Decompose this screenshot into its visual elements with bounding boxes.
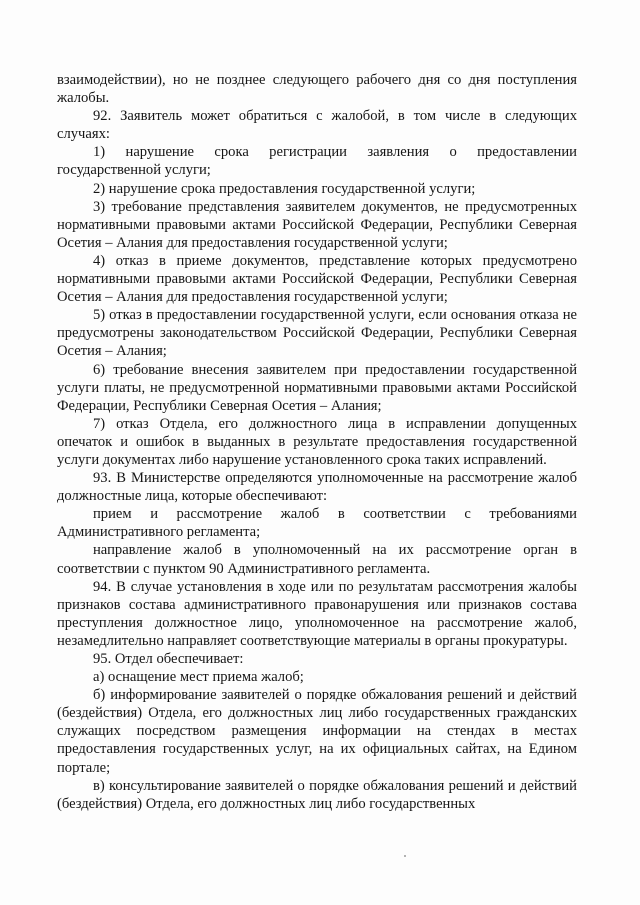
paragraph: 94. В случае установления в ходе или по результатам рассмотрения жалобы признаков состава административного правонарушения или признаков состава преступления должностное лицо, уполномоченное на рассмотрение жалоб, незамедлительно направляет соответствующие материалы в органы прокуратуры.: [57, 578, 577, 649]
list-item: 1) нарушение срока регистрации заявления о предоставлении государственной услуги;: [57, 144, 577, 179]
paragraph: взаимодействии), но не позднее следующего рабочего дня со дня поступления жалобы.: [57, 72, 577, 107]
list-item: 2) нарушение срока предоставления государственной услуги;: [93, 180, 476, 197]
list-item: направление жалоб в уполномоченный на их рассмотрение орган в соответствии с пунктом 90 Административного регламента.: [57, 542, 577, 577]
paragraph: 92. Заявитель может обратиться с жалобой, в том числе в следующих случаях:: [57, 108, 577, 143]
document-body: [57, 71, 577, 813]
list-item: б) информирование заявителей о порядке обжалования решений и действий (бездействия) Отдела, его должностных лиц либо государственных гражданских служащих посредством размещения информации на стендах в местах предоставления государственных услуг, на их официальных сайтах, на Едином портале;: [57, 687, 577, 776]
list-item: в) консультирование заявителей о порядке обжалования решений и действий (бездействия) Отдела, его должностных лиц либо государственных: [57, 777, 577, 812]
list-item: 5) отказ в предоставлении государственной услуги, если основания отказа не предусмотрены законодательством Российской Федерации, Республики Северная Осетия – Алания;: [57, 307, 577, 360]
scan-speck: [404, 855, 406, 857]
paragraph: 93. В Министерстве определяются уполномоченные на рассмотрение жалоб должностные лица, которые обеспечивают:: [57, 470, 577, 505]
list-item: 7) отказ Отдела, его должностного лица в исправлении допущенных опечаток и ошибок в выданных в результате предоставления государственной услуги документах либо нарушение установленного срока таких исправлений.: [57, 415, 577, 468]
list-item: 6) требование внесения заявителем при предоставлении государственной услуги платы, не предусмотренной нормативными правовыми актами Российской Федерации, Республики Северная Осетия – Алания;: [57, 361, 577, 414]
list-item: 3) требование представления заявителем документов, не предусмотренных нормативными правовыми актами Российской Федерации, Республики Северная Осетия – Алания для предоставления государственной услуги;: [57, 198, 577, 251]
paragraph: 95. Отдел обеспечивает:: [93, 651, 244, 667]
list-item: прием и рассмотрение жалоб в соответствии с требованиями Административного регламента;: [57, 506, 577, 541]
list-item: а) оснащение мест приема жалоб;: [93, 669, 304, 686]
list-item: 4) отказ в приеме документов, представление которых предусмотрено нормативными правовыми актами Российской Федерации, Республики Северная Осетия – Алания для предоставления государственной услуги;: [57, 252, 577, 306]
